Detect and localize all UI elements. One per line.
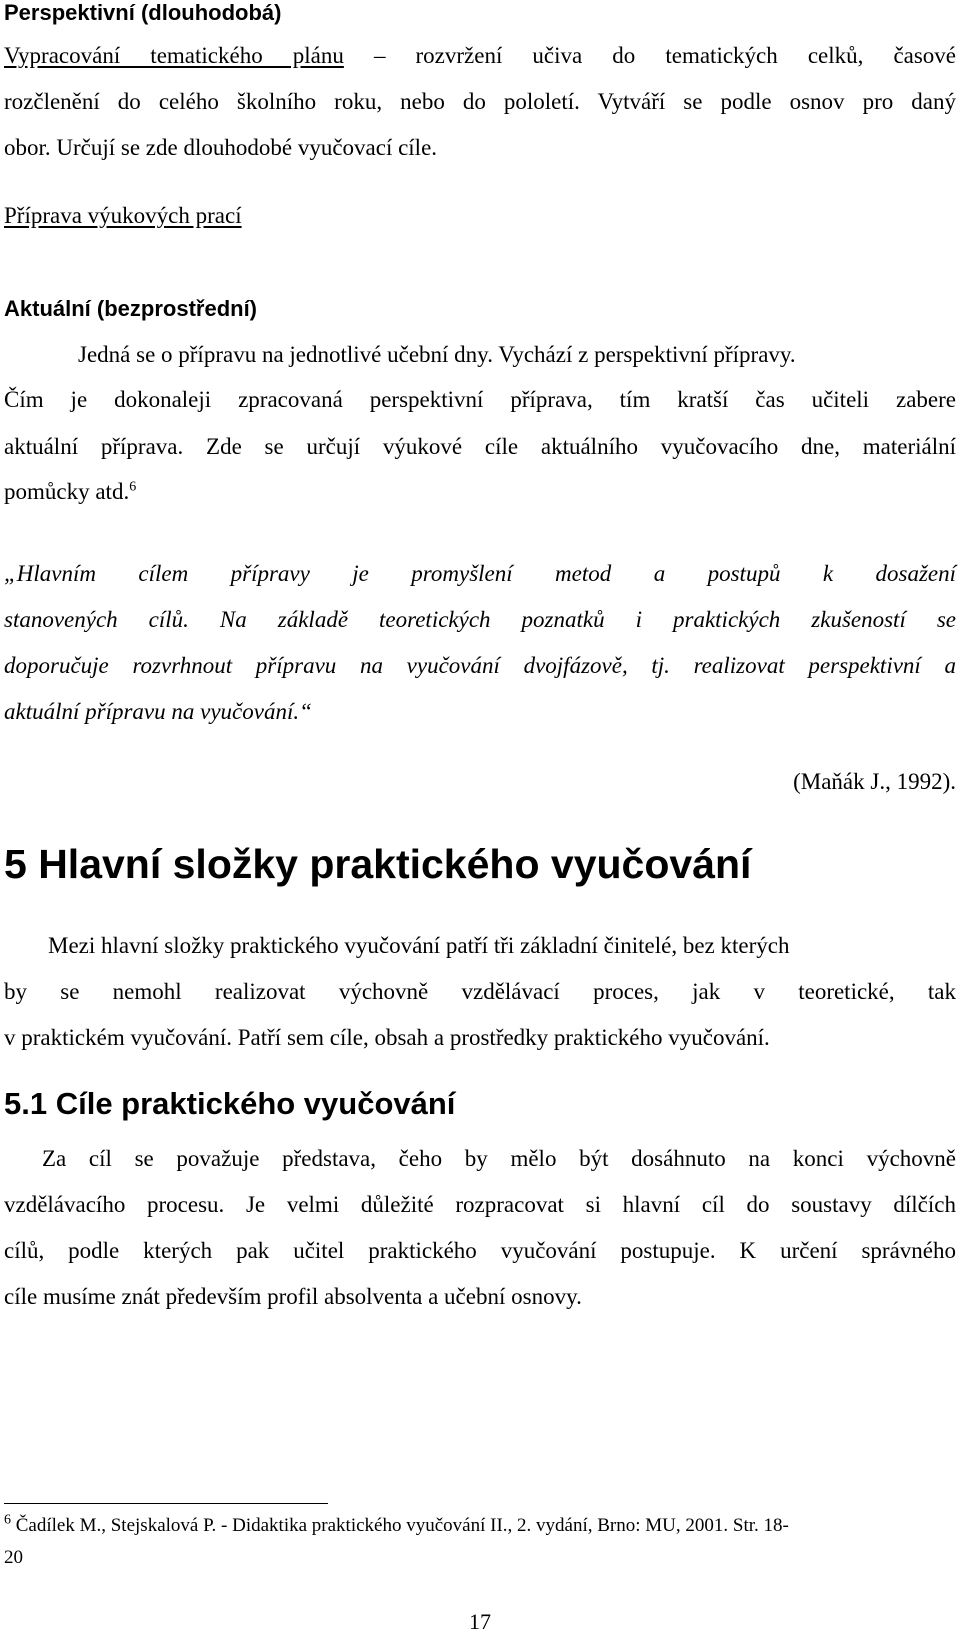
chapter-5-line-3: v praktickém vyučování. Patří sem cíle, obsah a prostředky praktického vyučování.	[4, 1025, 770, 1050]
section-5-1-line-4: cíle musíme znát především profil absolventa a učební osnovy.	[4, 1284, 582, 1309]
perspective-line-1-rest: – rozvržení učiva do tematických celků, časové	[373, 43, 957, 68]
chapter-5-line-1: Mezi hlavní složky praktického vyučování patří tři základní činitelé, bez kterých	[48, 933, 790, 958]
current-line-3: aktuální příprava. Zde se určují výukové cíle aktuálního vyučovacího dne, materiální	[4, 434, 956, 459]
perspective-line-3: obor. Určují se zde dlouhodobé vyučovací cíle.	[4, 135, 438, 160]
footnote-line-2: 20	[4, 1547, 23, 1568]
page-number: 17	[469, 1609, 491, 1634]
current-line-2: Čím je dokonaleji zpracovaná perspektivní příprava, tím kratší čas učiteli zabere	[4, 387, 956, 412]
footnote-number: 6	[4, 1512, 11, 1528]
quote-line-3: doporučuje rozvrhnout přípravu na vyučování dvojfázově, tj. realizovat perspektivní a	[4, 653, 956, 678]
perspective-line-2: rozčlenění do celého školního roku, nebo do pololetí. Vytváří se podle osnov pro daný	[4, 89, 956, 114]
current-heading: Aktuální (bezprostřední)	[4, 296, 258, 321]
section-5-1-line-2: vzdělávacího procesu. Je velmi důležité rozpracovat si hlavní cíl do soustavy dílčích	[4, 1192, 956, 1217]
current-line-4	[4, 478, 956, 506]
thematic-plan-link: Vypracování tematického plánu	[4, 43, 344, 68]
quote-line-4: aktuální přípravu na vyučování.“	[4, 699, 312, 724]
perspective-heading: Perspektivní (dlouhodobá)	[4, 0, 282, 25]
perspective-line-1	[4, 42, 956, 70]
section-5-1-line-3: cílů, podle kterých pak učitel praktického vyučování postupuje. K určení správného	[4, 1238, 956, 1263]
footnote-line-1	[4, 1514, 956, 1538]
quote-line-1: „Hlavním cílem přípravy je promyšlení metod a postupů k dosažení	[4, 561, 956, 586]
preparation-underlined: Příprava výukových prací	[4, 203, 242, 228]
current-line-1: Jedná se o přípravu na jednotlivé učební dny. Vychází z perspektivní přípravy.	[78, 342, 796, 367]
footnote-ref: 6	[129, 479, 137, 495]
chapter-5-heading: 5 Hlavní složky praktického vyučování	[4, 841, 752, 887]
section-5-1-heading: 5.1 Cíle praktického vyučování	[4, 1086, 456, 1121]
quote-citation: (Maňák J., 1992).	[793, 769, 956, 794]
footnote-separator	[4, 1503, 328, 1504]
current-line-4-text: pomůcky atd.	[4, 479, 130, 504]
chapter-5-line-2: by se nemohl realizovat výchovně vzdělávací proces, jak v teoretické, tak	[4, 979, 956, 1004]
footnote-text-1: Čadílek M., Stejskalová P. - Didaktika praktického vyučování II., 2. vydání, Brno: MU, 2001. Str. 18-	[15, 1515, 789, 1536]
quote-line-2: stanovených cílů. Na základě teoretických poznatků i praktických zkušeností se	[4, 607, 956, 632]
section-5-1-line-1: Za cíl se považuje představa, čeho by mělo být dosáhnuto na konci výchovně	[42, 1146, 956, 1171]
